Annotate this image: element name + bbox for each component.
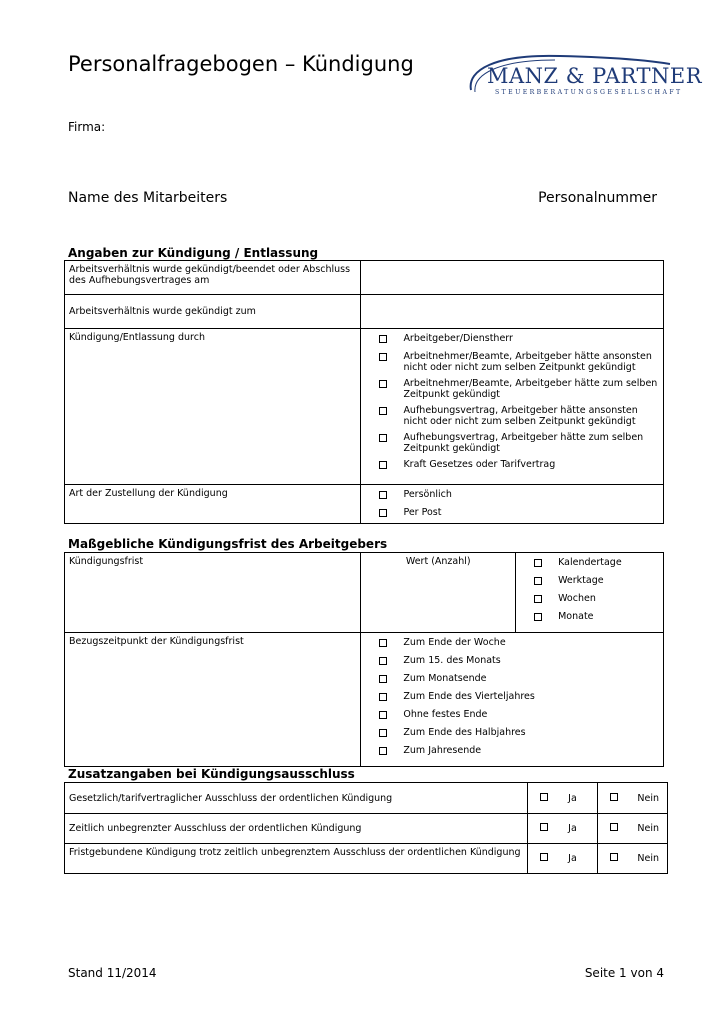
option-halbjahr[interactable]: Zum Ende des Halbjahres <box>365 727 659 740</box>
yes-option[interactable]: Ja <box>528 814 598 844</box>
no-option[interactable]: Nein <box>598 844 668 874</box>
yes-option[interactable]: Ja <box>528 844 598 874</box>
terminated-as-of-field[interactable] <box>361 295 664 329</box>
exclusion-table <box>64 782 668 874</box>
option-persoenlich[interactable]: Persönlich <box>365 489 659 502</box>
personnel-number-label: Personalnummer <box>538 190 657 206</box>
checkbox[interactable] <box>610 793 618 801</box>
delivery-method-label: Art der Zustellung der Kündigung <box>65 485 361 524</box>
checkbox[interactable] <box>534 613 542 621</box>
option-werktage[interactable]: Werktage <box>520 575 659 588</box>
checkbox[interactable] <box>610 823 618 831</box>
checkbox[interactable] <box>379 461 387 469</box>
checkbox[interactable] <box>379 335 387 343</box>
yes-option[interactable]: Ja <box>528 783 598 814</box>
notice-unit-options <box>516 553 664 633</box>
checkbox[interactable] <box>534 559 542 567</box>
delivery-method-options <box>361 485 664 524</box>
page-title: Personalfragebogen – Kündigung <box>68 52 414 76</box>
exclusion-row-label: Fristgebundene Kündigung trotz zeitlich unbegrenztem Ausschluss der ordentlichen Kündigung <box>65 844 528 874</box>
option-per-post[interactable]: Per Post <box>365 507 659 520</box>
exclusion-row-label: Gesetzlich/tarifvertraglicher Ausschluss der ordentlichen Kündigung <box>65 783 528 814</box>
checkbox[interactable] <box>610 853 618 861</box>
no-option[interactable]: Nein <box>598 783 668 814</box>
firma-label: Firma: <box>68 120 106 134</box>
checkbox[interactable] <box>540 823 548 831</box>
logo-subtitle: STEUERBERATUNGSGESELLSCHAFT <box>495 89 683 96</box>
checkbox[interactable] <box>379 491 387 499</box>
option-15-monats[interactable]: Zum 15. des Monats <box>365 655 659 668</box>
notice-period-table <box>64 552 664 767</box>
checkbox[interactable] <box>379 657 387 665</box>
notice-value-label: Wert (Anzahl) <box>405 556 471 567</box>
company-logo <box>465 52 703 102</box>
checkbox[interactable] <box>379 747 387 755</box>
termination-date-label: Arbeitsverhältnis wurde gekündigt/beendet oder Abschluss des Aufhebungsvertrages am <box>65 261 361 295</box>
checkbox[interactable] <box>379 639 387 647</box>
checkbox[interactable] <box>379 693 387 701</box>
section3-heading: Zusatzangaben bei Kündigungsausschluss <box>68 767 355 781</box>
termination-table <box>64 260 664 524</box>
checkbox[interactable] <box>379 434 387 442</box>
termination-by-options <box>361 329 664 485</box>
termination-by-label: Kündigung/Entlassung durch <box>65 329 361 485</box>
section1-heading: Angaben zur Kündigung / Entlassung <box>68 246 319 260</box>
checkbox[interactable] <box>534 577 542 585</box>
notice-period-label: Kündigungsfrist <box>65 553 361 633</box>
option-monate[interactable]: Monate <box>520 611 659 624</box>
option-monatsende[interactable]: Zum Monatsende <box>365 673 659 686</box>
terminated-as-of-label: Arbeitsverhältnis wurde gekündigt zum <box>65 295 361 329</box>
notice-value-field[interactable] <box>361 553 516 633</box>
option-ende-woche[interactable]: Zum Ende der Woche <box>365 637 659 650</box>
checkbox[interactable] <box>379 675 387 683</box>
checkbox[interactable] <box>379 353 387 361</box>
checkbox[interactable] <box>379 711 387 719</box>
logo-name: MANZ & PARTNER <box>487 64 703 88</box>
footer-page-number: Seite 1 von 4 <box>584 966 664 980</box>
checkbox[interactable] <box>379 380 387 388</box>
employee-name-label: Name des Mitarbeiters <box>68 190 228 206</box>
checkbox[interactable] <box>534 595 542 603</box>
option-arbeitnehmer-nicht[interactable]: Arbeitnehmer/Beamte, Arbeitgeber hätte ansonsten nicht oder nicht zum selben Zeitpunkt gekündigt <box>365 351 659 373</box>
exclusion-row-label: Zeitlich unbegrenzter Ausschluss der ordentlichen Kündigung <box>65 814 528 844</box>
option-arbeitnehmer-selben[interactable]: Arbeitnehmer/Beamte, Arbeitgeber hätte zum selben Zeitpunkt gekündigt <box>365 378 659 400</box>
option-aufhebung-selben[interactable]: Aufhebungsvertrag, Arbeitgeber hätte zum selben Zeitpunkt gekündigt <box>365 432 659 454</box>
checkbox[interactable] <box>540 853 548 861</box>
option-kalendertage[interactable]: Kalendertage <box>520 557 659 570</box>
reference-point-label: Bezugszeitpunkt der Kündigungsfrist <box>65 633 361 767</box>
section2-heading: Maßgebliche Kündigungsfrist des Arbeitgebers <box>68 537 388 551</box>
option-ohne-ende[interactable]: Ohne festes Ende <box>365 709 659 722</box>
reference-point-options <box>361 633 664 767</box>
option-aufhebung-nicht[interactable]: Aufhebungsvertrag, Arbeitgeber hätte ansonsten nicht oder nicht zum selben Zeitpunkt gekündigt <box>365 405 659 427</box>
option-kraft-gesetzes[interactable]: Kraft Gesetzes oder Tarifvertrag <box>365 459 659 472</box>
option-jahresende[interactable]: Zum Jahresende <box>365 745 659 758</box>
option-arbeitgeber[interactable]: Arbeitgeber/Dienstherr <box>365 333 659 346</box>
no-option[interactable]: Nein <box>598 814 668 844</box>
option-vierteljahr[interactable]: Zum Ende des Vierteljahres <box>365 691 659 704</box>
checkbox[interactable] <box>540 793 548 801</box>
checkbox[interactable] <box>379 509 387 517</box>
checkbox[interactable] <box>379 407 387 415</box>
footer-stand: Stand 11/2014 <box>68 966 157 980</box>
termination-date-field[interactable] <box>361 261 664 295</box>
option-wochen[interactable]: Wochen <box>520 593 659 606</box>
checkbox[interactable] <box>379 729 387 737</box>
